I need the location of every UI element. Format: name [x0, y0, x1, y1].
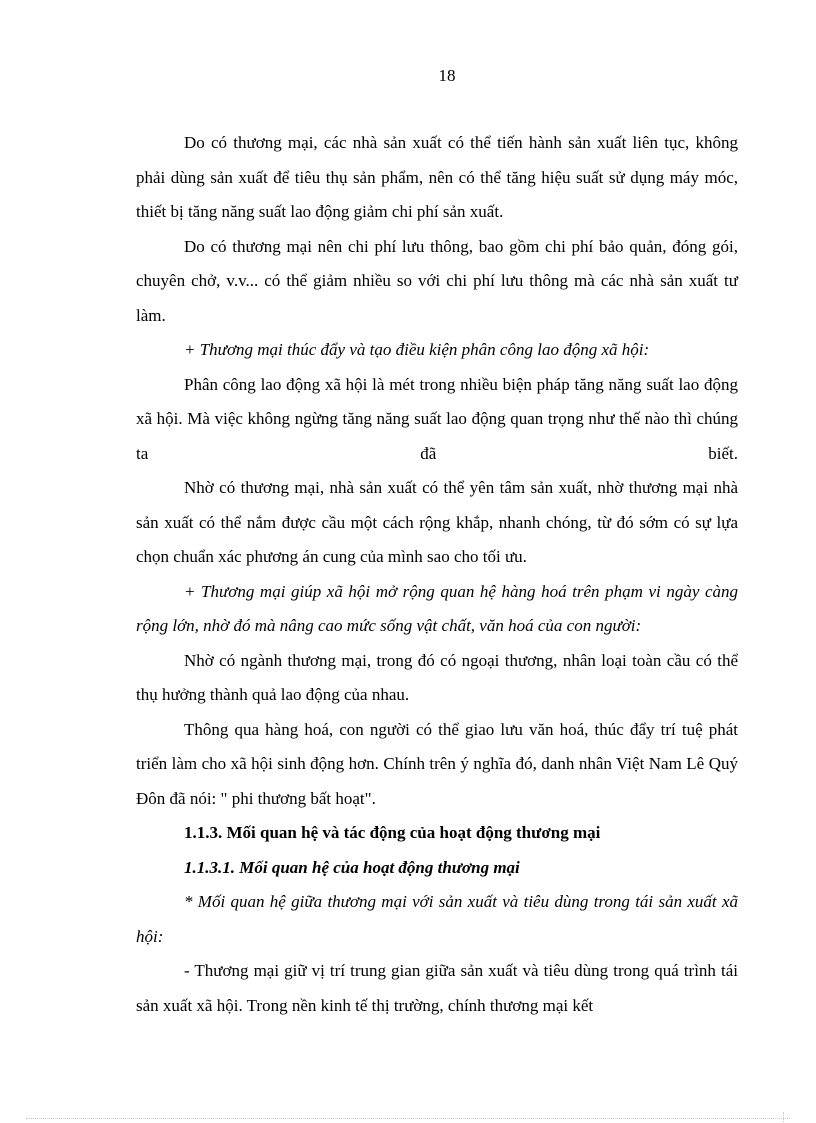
page-corner-mark [783, 1112, 794, 1122]
paragraph-labor-division: Phân công lao động xã hội là mét trong nhiều biện pháp tăng năng suất lao động xã hội. Mà việc không ngừng tăng năng suất lao động quan trọng như thế nào thì chúng ta đã biết. [136, 374, 738, 463]
subheading-commodity-relations: + Thương mại giúp xã hội mở rộng quan hệ hàng hoá trên phạm vi ngày càng rộng lớn, nhờ đó mà nâng cao mức sống vật chất, văn hoá của con người: [136, 581, 738, 635]
paragraph-intermediary-role: - Thương mại giữ vị trí trung gian giữa sản xuất và tiêu dùng trong quá trình tái sản xuất xã hội. Trong nền kinh tế thị trường, chính thương mại kết [136, 961, 738, 1015]
page-number: 18 [438, 66, 456, 85]
section-heading-1-1-3: 1.1.3. Mối quan hệ và tác động của hoạt động thương mại [184, 823, 601, 842]
paragraph-circulation-cost: Do có thương mại nên chi phí lưu thông, bao gồm chi phí bảo quản, đóng gói, chuyên chở, v.v... có thể giảm nhiều so với chi phí lưu thông mà các nhà sản xuất tư làm. [136, 236, 738, 325]
page-border-dotted [26, 1118, 790, 1119]
paragraph-foreign-trade: Nhờ có ngành thương mại, trong đó có ngoại thương, nhân loại toàn cầu có thể thụ hưởng thành quả lao động của nhau. [136, 650, 738, 704]
document-body [136, 126, 738, 1023]
section-heading-1-1-3-1: 1.1.3.1. Mối quan hệ của hoạt động thương mại [184, 857, 520, 877]
paragraph-production-efficiency: Do có thương mại, các nhà sản xuất có thể tiến hành sản xuất liên tục, không phải dùng sản xuất để tiêu thụ sản phẩm, nên có thể tăng hiệu suất sử dụng máy móc, thiết bị tăng năng suất lao động giảm chi phí sản xuất. [136, 133, 738, 221]
paragraph-producer-security: Nhờ có thương mại, nhà sản xuất có thể yên tâm sản xuất, nhờ thương mại nhà sản xuất có thể nắm được cầu một cách rộng khắp, nhanh chóng, từ đó sớm có sự lựa chọn chuẩn xác phương án cung của mình sao cho tối ưu. [136, 478, 738, 566]
subheading-labor-division: + Thương mại thúc đẩy và tạo điều kiện phân công lao động xã hội: [184, 340, 650, 359]
subheading-production-consumption: * Mối quan hệ giữa thương mại với sản xuất và tiêu dùng trong tái sản xuất xã hội: [136, 892, 738, 946]
paragraph-cultural-exchange: Thông qua hàng hoá, con người có thể giao lưu văn hoá, thúc đẩy trí tuệ phát triển làm cho xã hội sinh động hơn. Chính trên ý nghĩa đó, danh nhân Việt Nam Lê Quý Đôn đã nói: " phi thương bất hoạt". [136, 719, 738, 808]
